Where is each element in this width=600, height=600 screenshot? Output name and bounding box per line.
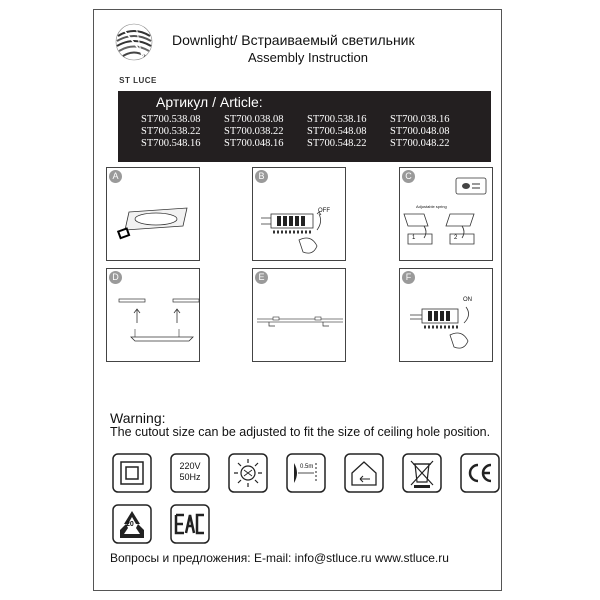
step-e-illustration (253, 269, 347, 363)
distance-text: 0.5m (300, 464, 314, 470)
step-badge: C (402, 170, 415, 183)
article-code: ST700.048.22 (390, 138, 450, 149)
logo-text: ST LUCE (119, 76, 157, 85)
article-code-grid (141, 114, 473, 149)
svg-text:1: 1 (412, 235, 416, 241)
step-a-panel (106, 167, 200, 261)
switch-on-label: ON (463, 297, 472, 303)
page-subtitle: Assembly Instruction (248, 50, 368, 65)
article-label: Артикул / Article: (156, 94, 263, 110)
eac-mark-icon (170, 504, 210, 544)
article-code: ST700.548.22 (307, 138, 367, 149)
step-e-panel (252, 268, 346, 362)
article-code: ST700.048.16 (224, 138, 284, 149)
article-code: ST700.038.22 (224, 126, 284, 137)
distance-icon (286, 453, 326, 493)
step-badge: A (109, 170, 122, 183)
step-badge: D (109, 271, 122, 284)
svg-text:2: 2 (454, 235, 458, 241)
indoor-icon (344, 453, 384, 493)
adjustable-spring-label: Adjustable spring (416, 204, 447, 209)
step-f-illustration (400, 269, 494, 363)
article-code: ST700.538.22 (141, 126, 201, 137)
recycle-number: 20 (126, 521, 134, 528)
step-d-panel (106, 268, 200, 362)
contact-line: Вопросы и предложения: E-mail: info@stluce.ru www.stluce.ru (110, 551, 449, 565)
instruction-sheet (93, 9, 502, 591)
step-d-illustration (107, 269, 201, 363)
article-code: ST700.538.08 (141, 114, 201, 125)
step-f-panel (399, 268, 493, 362)
temperature-icon (228, 453, 268, 493)
brand-logo (108, 18, 160, 84)
article-code: ST700.548.16 (141, 138, 201, 149)
step-c-illustration (400, 168, 494, 262)
recycle-icon (112, 504, 152, 544)
weee-bin-icon (402, 453, 442, 493)
frequency-text: 50Hz (179, 472, 201, 482)
warning-title: Warning: (110, 410, 166, 426)
switch-off-label: OFF (318, 208, 330, 214)
class-ii-icon (112, 453, 152, 493)
step-badge: E (255, 271, 268, 284)
article-code: ST700.548.08 (307, 126, 367, 137)
step-badge: B (255, 170, 268, 183)
voltage-text: 220V (179, 461, 201, 471)
article-code: ST700.038.16 (390, 114, 450, 125)
step-b-panel (252, 167, 346, 261)
ce-mark-icon (460, 453, 500, 493)
warning-text: The cutout size can be adjusted to fit the size of ceiling hole position. (110, 425, 491, 439)
article-box (118, 91, 491, 162)
step-b-illustration (253, 168, 347, 262)
voltage-icon (170, 453, 210, 493)
article-code: ST700.048.08 (390, 126, 450, 137)
step-badge: F (402, 271, 415, 284)
step-a-illustration (107, 168, 201, 262)
logo-ball-icon (114, 18, 154, 72)
step-c-panel (399, 167, 493, 261)
article-code: ST700.538.16 (307, 114, 367, 125)
page-title: Downlight/ Встраиваемый светильник (172, 32, 415, 48)
article-code: ST700.038.08 (224, 114, 284, 125)
